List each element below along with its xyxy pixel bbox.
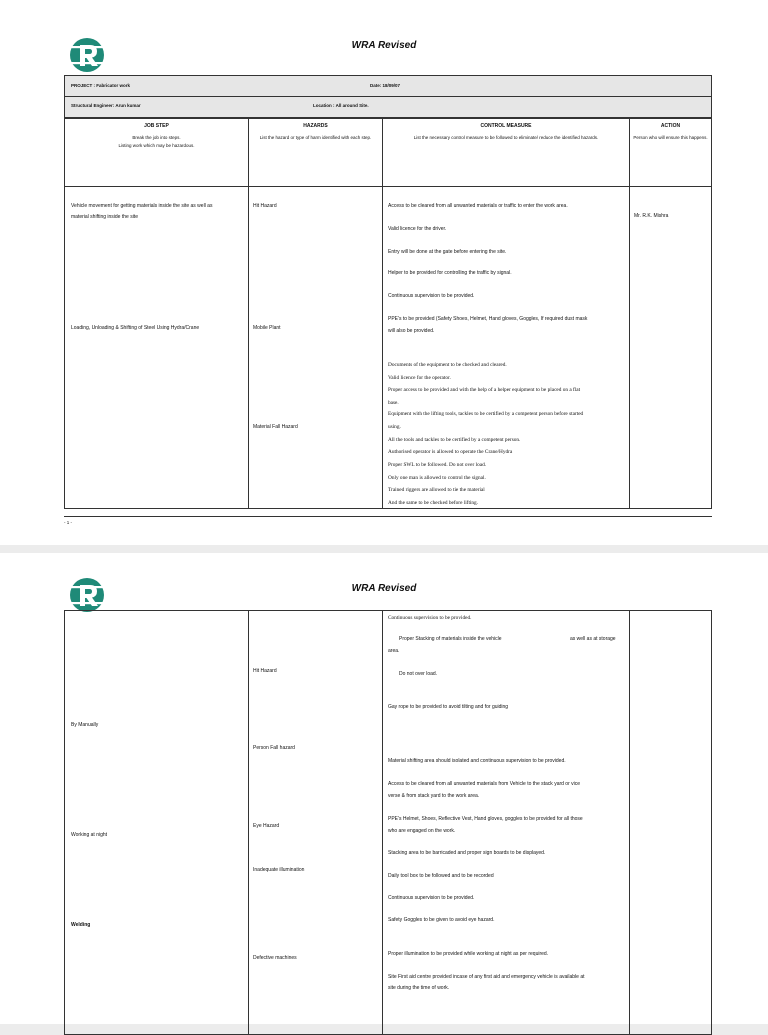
job-step-text: material shifting inside the site bbox=[71, 214, 138, 220]
control-text: Authorised operator is allowed to operate the Crane/Hydra bbox=[388, 449, 513, 455]
control-text: Proper SWL to be followed. Do not over load. bbox=[388, 462, 487, 468]
control-text: Safety Goggles to be given to avoid eye hazard. bbox=[388, 917, 495, 923]
control-text: Trained riggers are allowed to tie the material bbox=[388, 487, 485, 493]
job-step-cell bbox=[64, 610, 249, 1035]
control-text: using. bbox=[388, 424, 401, 430]
control-text: Do not over load. bbox=[399, 671, 438, 677]
document-page-2 bbox=[0, 553, 768, 1024]
hazard-text: Eye Hazard bbox=[253, 823, 280, 829]
job-step-text: Vehicle movement for getting materials inside the site as well as bbox=[71, 203, 213, 209]
control-text: as well as at storage bbox=[570, 636, 616, 642]
location-label: Location : All around Site. bbox=[313, 103, 369, 108]
col-header-job-step: JOB STEP Break the job into steps. Listing work which may be hazardous. bbox=[64, 118, 249, 187]
control-text: Valid licence for the driver. bbox=[388, 226, 447, 232]
control-text: Proper access to be provided and with the help of a helper equipment to be placed on a flat bbox=[388, 387, 581, 393]
control-text: area. bbox=[388, 648, 400, 654]
job-step-text: Loading, Unloading & Shifting of Steel Using Hydra/Crane bbox=[71, 325, 200, 331]
hazards-cell bbox=[248, 186, 383, 509]
control-text: Daily tool box to be followed and to be recorded bbox=[388, 873, 494, 879]
control-text: Documents of the equipment to be checked and cleared. bbox=[388, 362, 507, 368]
control-text: Site First aid centre provided incase of any first aid and emergency vehicle is available at bbox=[388, 974, 585, 980]
control-text: base. bbox=[388, 400, 399, 406]
job-step-text: Welding bbox=[71, 922, 91, 928]
date-label: Date: 18/09/07 bbox=[370, 83, 401, 88]
control-text: Proper Stacking of materials inside the vehicle bbox=[399, 636, 502, 642]
action-cell bbox=[629, 186, 712, 509]
col-header-control-measure: CONTROL MEASURE List the necessary control measure to be followed to eliminate/ reduce the identified hazards. bbox=[382, 118, 630, 187]
control-text: Valid licence for the operator. bbox=[388, 375, 451, 381]
hazard-text: Hit Hazard bbox=[253, 668, 277, 674]
control-text: Material shifting area should isolated and continuous supervision to be provided. bbox=[388, 758, 566, 764]
control-text: who are engaged on the work. bbox=[388, 828, 456, 834]
control-text: verse & from stack yard to the work area. bbox=[388, 793, 480, 799]
control-text: Only one man is allowed to control the signal. bbox=[388, 475, 486, 481]
control-text: Continuous supervision to be provided. bbox=[388, 293, 475, 299]
col-header-hazards: HAZARDS List the hazard or type of harm identified with each step. bbox=[248, 118, 383, 187]
control-text: Access to be cleared from all unwanted materials or traffic to enter the work area. bbox=[388, 203, 568, 209]
control-text: will also be provided. bbox=[388, 328, 435, 334]
control-text: Continuous supervision to be provided. bbox=[388, 615, 472, 621]
control-text: Proper illumination to be provided while working at night as per required. bbox=[388, 951, 549, 957]
job-step-text: Working at night bbox=[71, 832, 108, 838]
page-title: WRA Revised bbox=[351, 583, 417, 594]
col-header-action: ACTION Person who will ensure this happens. bbox=[629, 118, 712, 187]
job-step-text: By Manually bbox=[71, 722, 99, 728]
control-text: Helper to be provided for controlling the traffic by signal. bbox=[388, 270, 512, 276]
hazard-text: Person Fall hazard bbox=[253, 745, 295, 751]
hazard-text: Mobile Plant bbox=[253, 325, 281, 331]
page-number: - 1 - bbox=[64, 520, 73, 525]
control-text: Equipment with the lifting tools, tackles to be certified by a competent person before started bbox=[388, 411, 584, 417]
page-title: WRA Revised bbox=[351, 40, 417, 51]
control-text: PPE's Helmet, Shoes, Reflective Vest, Hand gloves, goggles to be provided for all those bbox=[388, 816, 583, 822]
control-text: Stacking area to be barricaded and proper sign boards to be displayed. bbox=[388, 850, 546, 856]
control-text: Entry will be done at the gate before entering the site. bbox=[388, 249, 507, 255]
job-step-cell bbox=[64, 186, 249, 509]
control-text: Gay rope to be provided to avoid tilting and for guiding bbox=[388, 704, 509, 710]
hazard-text: Material Fall Hazard bbox=[253, 424, 298, 430]
footer-divider bbox=[64, 516, 712, 517]
control-text: And the same to be checked before lifting. bbox=[388, 500, 479, 506]
control-text: site during the time of work. bbox=[388, 985, 450, 991]
control-text: Continuous supervision to be provided. bbox=[388, 895, 475, 901]
action-cell bbox=[629, 610, 712, 1035]
hazard-text: Hit Hazard bbox=[253, 203, 277, 209]
hazard-text: Inadequate illumination bbox=[253, 867, 305, 873]
engineer-row bbox=[64, 96, 712, 118]
action-person: Mr. R.K. Mishra bbox=[634, 213, 669, 219]
control-text: PPE's to be provided (Safety Shoes, Helmet, Hand gloves, Goggles, If required dust mask bbox=[388, 316, 588, 322]
control-cell bbox=[382, 186, 630, 509]
control-text: All the tools and tackles to be certified by a competent person. bbox=[388, 437, 521, 443]
project-label: PROJECT : Fabricator work bbox=[71, 83, 131, 88]
hazard-text: Defective machines bbox=[253, 955, 297, 961]
engineer-label: Structural Engineer: Arun kumar bbox=[71, 103, 141, 108]
control-text: Access to be cleared from all unwanted materials from Vehicle to the stack yard or vice bbox=[388, 781, 581, 787]
